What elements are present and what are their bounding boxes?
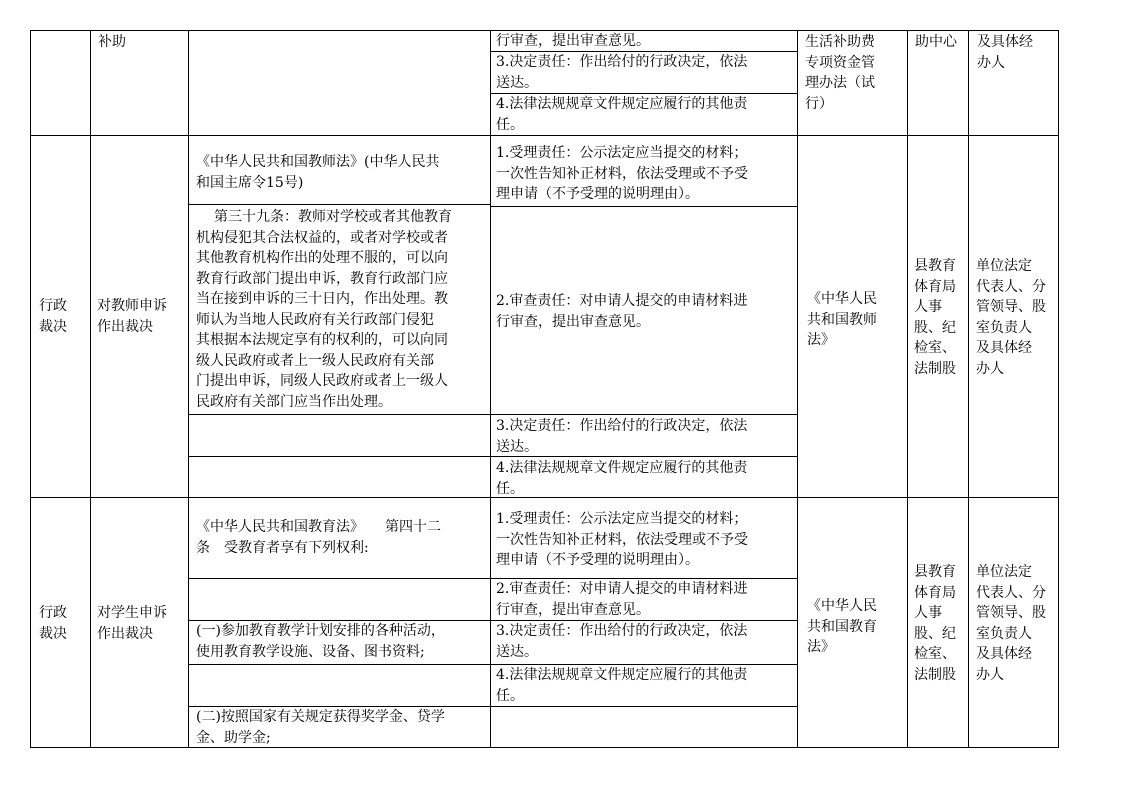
col-divider-2 bbox=[188, 30, 189, 748]
duty-item: 3.决定责任：作出给付的行政决定，依法 送达。 bbox=[496, 623, 748, 660]
responsible-person: 及具体经 办人 bbox=[977, 34, 1033, 71]
border-bottom bbox=[30, 747, 1059, 748]
border-left bbox=[30, 30, 31, 748]
department: 县教育 体育局 人事 股、纪 检室、 法制股 bbox=[914, 564, 956, 683]
col-divider-6 bbox=[968, 30, 969, 748]
sub-divider bbox=[188, 414, 491, 415]
responsible-person: 单位法定 代表人、分 管领导、股 室负责人 及具体经 办人 bbox=[976, 564, 1046, 683]
sub-divider bbox=[188, 456, 491, 457]
department: 助中心 bbox=[915, 34, 957, 50]
law-text: 第三十九条：教师对学校或者其他教育 机构侵犯其合法权益的，或者对学校或者 其他教育机构作出的处理不服的，可以向 教育行政部门提出申诉，教育行政部门应 当在接到申诉的三十日内，作出处理。教 师认为当地人民政府有关行政部门侵犯 其根据本法规定享有的权利的，可以向同 级人民政府或者上一级人民政府有关部 门提出申诉，同级人民政府或者上一级人 民政府有关部门应当作出处理。 bbox=[196, 209, 452, 410]
sub-divider bbox=[188, 578, 491, 579]
category: 行政 裁决 bbox=[39, 605, 67, 642]
legal-basis: 《中华人民 共和国教育 法》 bbox=[807, 598, 877, 655]
law-text: (一)参加教育教学计划安排的各种活动， 使用教育教学设施、设备、图书资料; bbox=[196, 623, 445, 660]
col-divider-4 bbox=[797, 30, 798, 748]
duty-item: 2.审查责任：对申请人提交的申请材料进 行审查，提出审查意见。 bbox=[496, 293, 748, 330]
duty-item: 4.法律法规规章文件规定应履行的其他责 任。 bbox=[496, 460, 748, 497]
duty-item: 行审查，提出审查意见。 bbox=[496, 33, 650, 49]
legal-basis: 生活补助费 专项资金管 理办法（试 行） bbox=[805, 34, 875, 112]
duty-item: 3.决定责任：作出给付的行政决定，依法 送达。 bbox=[496, 418, 748, 455]
legal-basis: 《中华人民 共和国教师 法》 bbox=[807, 291, 877, 348]
duty-item: 1.受理责任：公示法定应当提交的材料； 一次性告知补正材料，依法受理或不予受 理申请（不予受理的说明理由）。 bbox=[496, 511, 748, 568]
duty-item: 4.法律法规规章文件规定应履行的其他责 任。 bbox=[496, 667, 748, 704]
duty-item: 3.决定责任：作出给付的行政决定，依法 送达。 bbox=[496, 54, 748, 91]
sub-divider bbox=[188, 204, 491, 205]
item-name: 对教师申诉 作出裁决 bbox=[97, 298, 167, 335]
col-divider-1 bbox=[90, 30, 91, 748]
duty-item: 4.法律法规规章文件规定应履行的其他责 任。 bbox=[496, 96, 748, 133]
row-divider-1 bbox=[30, 135, 1059, 136]
law-text: 《中华人民共和国教师法》(中华人民共 和国主席令15号) bbox=[196, 154, 440, 191]
category: 行政 裁决 bbox=[39, 298, 67, 335]
col-divider-3 bbox=[490, 30, 491, 748]
department: 县教育 体育局 人事 股、纪 检室、 法制股 bbox=[914, 258, 956, 377]
sub-divider bbox=[188, 664, 491, 665]
item-name: 对学生申诉 作出裁决 bbox=[97, 605, 167, 642]
col-divider-5 bbox=[907, 30, 908, 748]
duty-item: 1.受理责任：公示法定应当提交的材料； 一次性告知补正材料，依法受理或不予受 理申请（不予受理的说明理由）。 bbox=[496, 145, 748, 202]
law-text: 《中华人民共和国教育法》 第四十二 条 受教育者享有下列权利: bbox=[196, 519, 441, 556]
sub-divider bbox=[490, 706, 798, 707]
sub-divider bbox=[490, 206, 798, 207]
border-right bbox=[1058, 30, 1059, 748]
responsible-person: 单位法定 代表人、分 管领导、股 室负责人 及具体经 办人 bbox=[976, 258, 1046, 377]
sub-divider bbox=[490, 414, 798, 415]
item-name: 补助 bbox=[98, 34, 126, 50]
law-text: (二)按照国家有关规定获得奖学金、贷学 金、助学金; bbox=[196, 709, 445, 746]
duty-item: 2.审查责任：对申请人提交的申请材料进 行审查，提出审查意见。 bbox=[496, 581, 748, 618]
